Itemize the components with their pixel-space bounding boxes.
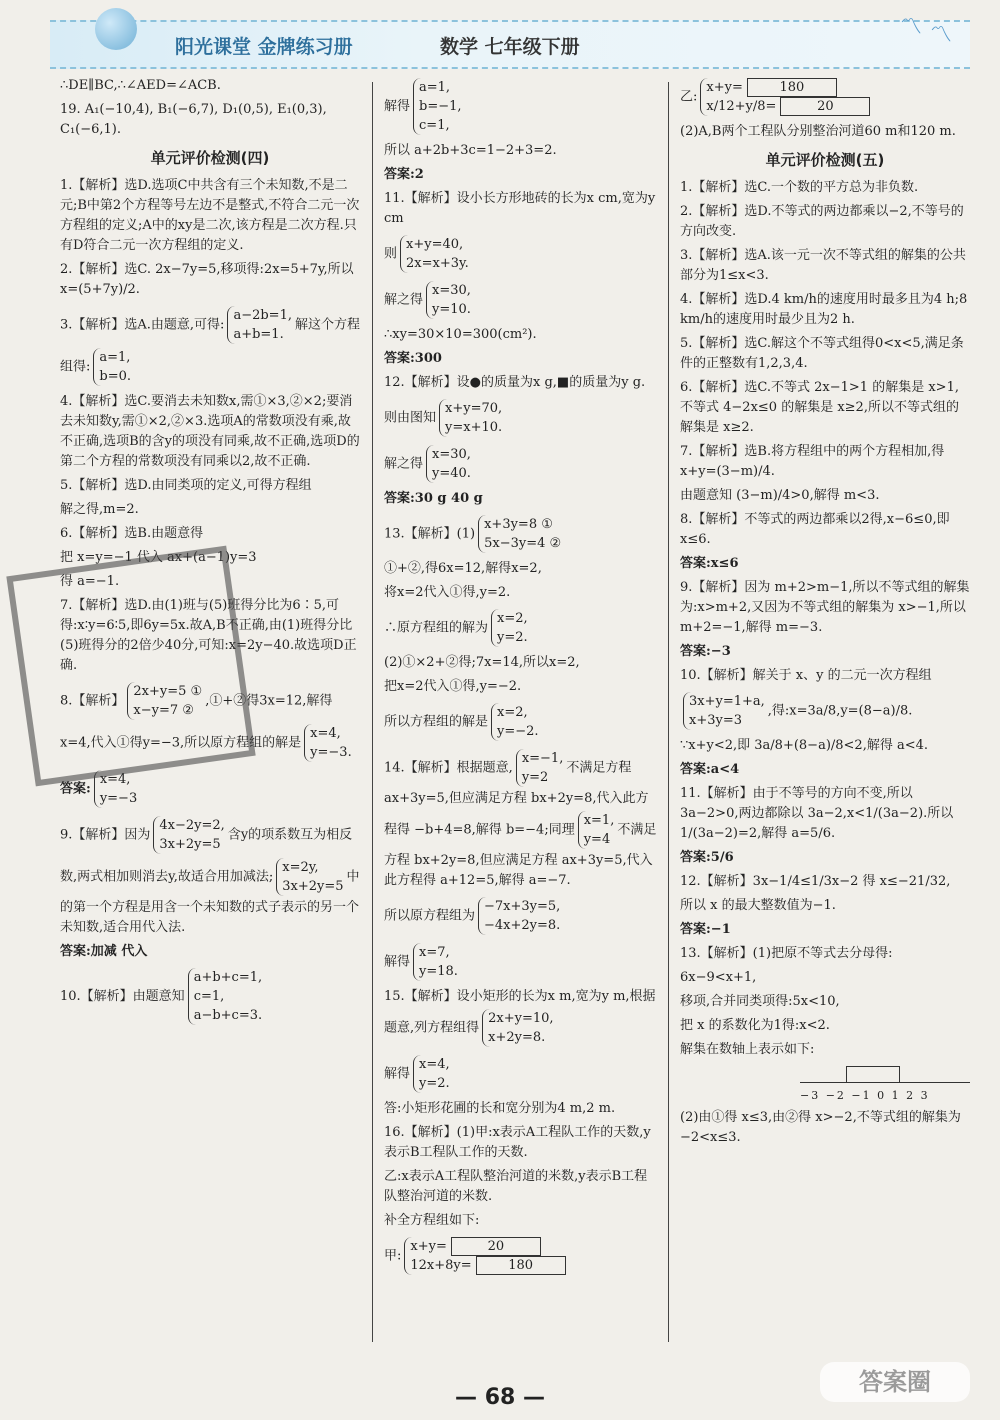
answer-4: 4.【解析】选C.要消去未知数x,需①×3,②×2;要消去未知数y,需①×2,②×3.选项A的常数项没有乘,故不正确,选项B的含y的项没有同乘,故不正确,选项D的第二个方程的常数项没有同乘以2,故不正确. — [60, 394, 360, 469]
answer-label: 答案:−3 — [680, 644, 731, 659]
filled-blank: 20 — [780, 97, 870, 116]
column-2 — [384, 76, 660, 1281]
equation-system: 2x+y=5 ① x−y=7 ② — [127, 682, 202, 720]
number-line-axis — [800, 1082, 970, 1083]
text-line: 所以 a+2b+3c=1−2+3=2. — [384, 143, 557, 158]
equation-system: x+3y=8 ① 5x−3y=4 ② — [478, 515, 561, 553]
text-line: 所以 x 的最大整数值为−1. — [680, 898, 836, 913]
text-line: 答:小矩形花圃的长和宽分别为4 m,2 m. — [384, 1101, 616, 1116]
answer-label: 答案:2 — [384, 167, 424, 182]
answer-label: 答案:5/6 — [680, 850, 734, 865]
answer-7: 7.【解析】选D.由(1)班与(5)班得分比为6∶5,可得:x∶y=6∶5,即6y=5x.故A,B不正确,由(1)班得分比(5)班得分的2倍少40分,可知:x=2y−40.故选项D正确. — [60, 598, 357, 673]
equation-system: x=4, y=2. — [413, 1055, 450, 1093]
text-line: 把 x 的系数化为1得:x<2. — [680, 1018, 830, 1033]
text-line: ∵x+y<2,即 3a/8+(8−a)/8<2,解得 a<4. — [680, 738, 929, 753]
text-line: 6x−9<x+1, — [680, 970, 757, 985]
answer-label: 答案:x≤6 — [680, 556, 739, 571]
answer-13: 13.【解析】(1)x+3y=8 ① 5x−3y=4 ② — [384, 517, 562, 551]
text-line: 把 x=y=−1 代入 ax+(a−1)y=3 — [60, 550, 257, 565]
answer-10: 10.【解析】由题意知a+b+c=1, c=1, a−b+c=3. — [60, 970, 263, 1023]
answer-16: 16.【解析】(1)甲:x表示A工程队工作的天数,y表示B工程队工作的天数. — [384, 1125, 651, 1160]
text-line: ∴原方程组的解为x=2, y=2. — [384, 611, 528, 645]
equation-system: x=2, y=−2. — [491, 703, 539, 741]
answer-8: 8.【解析】不等式的两边都乘以2得,x−6≤0,即 x≤6. — [680, 512, 950, 547]
bird-icon: 〽 — [930, 23, 953, 48]
text-line: 甲:x+y= 20 12x+8y= 180 — [384, 1235, 660, 1277]
answer-11: 11.【解析】设小长方形地砖的长为x cm,宽为y cm — [384, 191, 656, 226]
text-line: (2)①×2+②得;7x=14,所以x=2, — [384, 655, 580, 670]
text-line: 解得x=4, y=2. — [384, 1057, 450, 1091]
equation-system: x=1, y=4 — [578, 811, 615, 849]
text-line: 将x=2代入①得,y=2. — [384, 585, 511, 600]
equation-system: a=1, b=0. — [93, 348, 131, 386]
answer-4: 4.【解析】选D.4 km/h的速度用时最多且为4 h;8 km/h的速度用时最少且为2 h. — [680, 292, 968, 327]
answer-label: 答案:300 — [384, 351, 442, 366]
answer-12: 12.【解析】3x−1/4≤1/3x−2 得 x≤−21/32, — [680, 874, 951, 889]
solution-segment — [846, 1066, 900, 1083]
equation-system: a−2b=1, a+b=1. — [227, 306, 292, 344]
text-line: 解之得x=30, y=40. — [384, 447, 471, 481]
section-title: 单元评价检测(四) — [150, 149, 270, 167]
equation-system: 4x−2y=2, 3x+2y=5 — [153, 816, 224, 854]
text-line: 解之得x=30, y=10. — [384, 283, 471, 317]
equation-system: x+y=70, y=x+10. — [439, 399, 502, 437]
equation-system: x+y=40, 2x=x+3y. — [400, 235, 469, 273]
filled-blank: 20 — [451, 1237, 541, 1256]
text-line: 所以方程组的解是x=2, y=−2. — [384, 705, 539, 739]
text-line: ①+②,得6x=12,解得x=2, — [384, 561, 542, 576]
text-line: 得 a=−1. — [60, 574, 120, 589]
equation-system: x=2y, 3x+2y=5 — [276, 858, 343, 896]
text-line: 乙:x+y= 180 x/12+y/8= 20 — [680, 76, 970, 118]
bird-icon: 〽 — [900, 15, 923, 40]
filled-blank: 180 — [747, 78, 837, 97]
answer-label: 答案:x=4, y=−3 — [60, 772, 138, 806]
answer-14: 14.【解析】根据题意,x=−1, y=2不满足方程 ax+3y=5,但应满足方程 bx+2y=8,代入此方程得 −b+4=8,解得 b=−4;同理x=1, y=4不满足方程 bx+2y=8,但应满足方程 ax+3y=5,代入此方程得 a+12=5,解得 a=−7. — [384, 751, 657, 888]
text-line: (2)A,B两个工程队分别整治河道60 m和120 m. — [680, 124, 956, 139]
answer-label: 答案:加减 代入 — [60, 944, 148, 959]
answer-label: 答案:−1 — [680, 922, 731, 937]
answer-label: 答案:a<4 — [680, 762, 740, 777]
text-line: 移项,合并同类项得:5x<10, — [680, 994, 840, 1009]
text-line: 则x+y=40, 2x=x+3y. — [384, 237, 469, 271]
stamp-seal — [6, 546, 255, 787]
equation-system: x=2, y=2. — [491, 609, 528, 647]
text-line: 所以原方程组为−7x+3y=5, −4x+2y=8. — [384, 899, 561, 933]
column-divider — [668, 82, 669, 1342]
answer-13: 13.【解析】(1)把原不等式去分母得: — [680, 946, 893, 961]
number-line-ticks: −3 −2 −1 0 1 2 3 — [800, 1089, 930, 1102]
answer-1: 1.【解析】选D.选项C中共含有三个未知数,不是二元;B中第2个方程等号左边不是整式,不符合二元一次方程组的定义;A中的xy是二次,该方程是二次方程.只有D符合二元一次方程组的定义. — [60, 178, 360, 253]
globe-icon — [95, 8, 137, 50]
text-line: 解之得,m=2. — [60, 502, 139, 517]
answer-2: 2.【解析】选D.不等式的两边都乘以−2,不等号的方向改变. — [680, 204, 964, 239]
text-line: 由题意知 (3−m)/4>0,解得 m<3. — [680, 488, 880, 503]
series-title: 阳光课堂 金牌练习册 — [175, 36, 353, 58]
answer-3: 3.【解析】选A.该一元一次不等式组的解集的公共部分为1≤x<3. — [680, 248, 966, 283]
equation-system: x=4, y=−3 — [94, 770, 137, 808]
watermark-logo: 答案圈 — [820, 1362, 970, 1402]
answer-1: 1.【解析】选C.一个数的平方总为非负数. — [680, 180, 919, 195]
equation-system: x=30, y=10. — [426, 281, 471, 319]
equation-system: x+y= 20 12x+8y= 180 — [404, 1237, 565, 1275]
text-line: ∴xy=30×10=300(cm²). — [384, 327, 537, 342]
equation-system: a+b+c=1, c=1, a−b+c=3. — [188, 968, 262, 1025]
equation-system: a=1, b=−1, c=1, — [413, 78, 462, 135]
number-line — [800, 1064, 970, 1104]
answer-5: 5.【解析】选C.解这个不等式组得0<x<5,满足条件的正整数有1,2,3,4. — [680, 336, 964, 371]
equation-system: 3x+y=1+a, x+3y=3 — [683, 692, 765, 730]
text-line: 3x+y=1+a, x+3y=3,得:x=3a/8,y=(8−a)/8. — [680, 690, 970, 732]
text-line: 把x=2代入①得,y=−2. — [384, 679, 522, 694]
answer-10: 10.【解析】解关于 x、y 的二元一次方程组 — [680, 668, 932, 683]
column-3 — [680, 76, 970, 1152]
answer-7: 7.【解析】选B.将方程组中的两个方程相加,得 x+y=(3−m)/4. — [680, 444, 945, 479]
text-line: (2)由①得 x≤3,由②得 x>−2,不等式组的解集为 −2<x≤3. — [680, 1110, 961, 1145]
answer-3: 3.【解析】选A.由题意,可得:a−2b=1, a+b=1.解这个方程组得:a=1, b=0. — [60, 308, 360, 384]
text-line: 解得a=1, b=−1, c=1, — [384, 80, 462, 133]
text-line: 补全方程组如下: — [384, 1213, 480, 1228]
answer-8: 8.【解析】2x+y=5 ① x−y=7 ②,①+②得3x=12,解得x=4,代入①得y=−3,所以原方程组的解是x=4, y=−3. — [60, 684, 352, 760]
answer-5: 5.【解析】选D.由同类项的定义,可得方程组 — [60, 478, 312, 493]
equation-system: x=4, y=−3. — [304, 724, 352, 762]
page-number: — 68 — — [455, 1385, 545, 1410]
answer-15: 15.【解析】设小矩形的长为x m,宽为y m,根据题意,列方程组得2x+y=10, x+2y=8. — [384, 989, 656, 1045]
answer-12: 12.【解析】设●的质量为x g,■的质量为y g. — [384, 375, 646, 390]
text-line: 乙:x表示A工程队整治河道的米数,y表示B工程队整治河道的米数. — [384, 1169, 648, 1204]
answer-9: 9.【解析】因为 m+2>m−1,所以不等式组的解集为:x>m+2,又因为不等式组的解集为 x>−1,所以 m+2=−1,解得 m=−3. — [680, 580, 970, 635]
equation-system: −7x+3y=5, −4x+2y=8. — [478, 897, 560, 935]
equation-system: x+y= 180 x/12+y/8= 20 — [700, 78, 870, 116]
equation-system: x=7, y=18. — [413, 943, 458, 981]
section-title: 单元评价检测(五) — [765, 151, 885, 169]
text-line: 解得x=7, y=18. — [384, 945, 458, 979]
text-line: 解集在数轴上表示如下: — [680, 1042, 815, 1057]
column-divider — [372, 82, 373, 1342]
text-line: ∴DE∥BC,∴∠AED=∠ACB. — [60, 78, 221, 93]
answer-9: 9.【解析】因为4x−2y=2, 3x+2y=5含y的项系数互为相反数,两式相加则消去y,故适合用加减法;x=2y, 3x+2y=5中的第一个方程是用含一个未知数的式子表示的另一个未知数,适合用代入法. — [60, 818, 360, 935]
equation-system: x=−1, y=2 — [516, 749, 564, 787]
equation-system: x=30, y=40. — [426, 445, 471, 483]
filled-blank: 180 — [476, 1256, 566, 1275]
answer-6: 6.【解析】选B.由题意得 — [60, 526, 204, 541]
answer-2: 2.【解析】选C. 2x−7y=5,移项得:2x=5+7y,所以 x=(5+7y)/2. — [60, 262, 354, 297]
subject-title: 数学 七年级下册 — [440, 36, 580, 58]
answer-6: 6.【解析】选C.不等式 2x−1>1 的解集是 x>1,不等式 4−2x≤0 的解集是 x≥2,所以不等式组的解集是 x≥2. — [680, 380, 959, 435]
equation-system: 2x+y=10, x+2y=8. — [482, 1009, 553, 1047]
text-line: 则由图知x+y=70, y=x+10. — [384, 401, 503, 435]
answer-label: 答案:30 g 40 g — [384, 491, 483, 506]
answer-11: 11.【解析】由于不等号的方向不变,所以 3a−2>0,两边都除以 3a−2,x<1/(3a−2).所以 1/(3a−2)=2,解得 a=5/6. — [680, 786, 954, 841]
answer-19: 19. A₁(−10,4), B₁(−6,7), D₁(0,5), E₁(0,3), C₁(−6,1). — [60, 102, 327, 137]
